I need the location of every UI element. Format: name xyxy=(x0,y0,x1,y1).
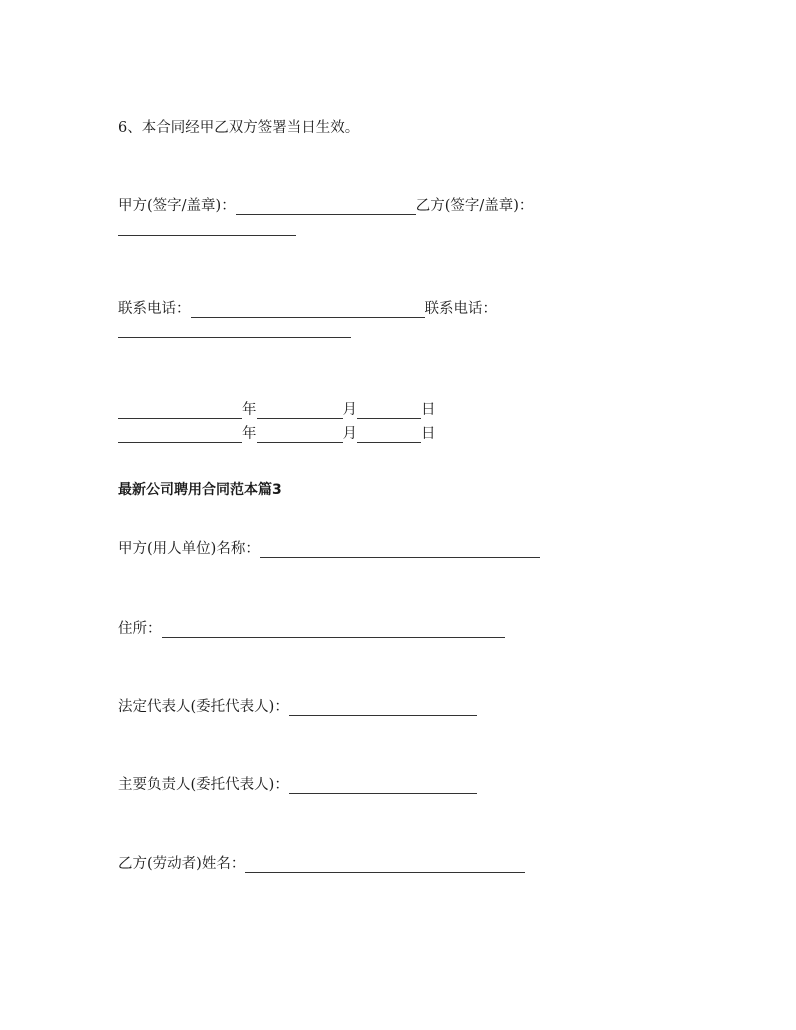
principal-label: 主要负责人(委托代表人)： xyxy=(118,777,289,793)
party-b-signature-label: 乙方(签字/盖章)： xyxy=(415,198,534,214)
year-label: 年 xyxy=(242,402,257,418)
employee-name-line xyxy=(118,855,525,873)
year-label: 年 xyxy=(242,426,257,442)
day-blank xyxy=(357,404,421,419)
section-title: 最新公司聘用合同范本篇3 xyxy=(118,482,282,498)
day-label: 日 xyxy=(421,426,436,442)
month-label: 月 xyxy=(342,402,357,418)
legal-rep-blank xyxy=(289,701,477,716)
employer-name-label: 甲方(用人单位)名称： xyxy=(118,541,260,557)
legal-rep-line xyxy=(118,698,477,716)
principal-line xyxy=(118,776,477,794)
party-b-signature-row xyxy=(118,221,296,241)
signature-line xyxy=(118,197,533,215)
month-blank xyxy=(257,428,343,443)
employee-name-label: 乙方(劳动者)姓名： xyxy=(118,856,246,872)
employee-name-blank xyxy=(245,858,525,873)
employer-name-blank xyxy=(260,543,540,558)
contact-line xyxy=(118,300,497,318)
address-blank xyxy=(162,623,505,638)
day-label: 日 xyxy=(421,402,436,418)
date-line-2 xyxy=(118,425,436,443)
address-line xyxy=(118,620,505,638)
address-label: 住所： xyxy=(118,621,162,637)
legal-rep-label: 法定代表人(委托代表人)： xyxy=(118,699,289,715)
party-b-phone-label: 联系电话： xyxy=(424,301,497,317)
party-a-signature-label: 甲方(签字/盖章)： xyxy=(118,198,236,214)
employer-name-line xyxy=(118,540,540,558)
party-a-signature-blank xyxy=(236,200,416,215)
principal-blank xyxy=(289,779,477,794)
date-line-1 xyxy=(118,401,436,419)
party-b-phone-row xyxy=(118,323,351,343)
month-blank xyxy=(257,404,343,419)
day-blank xyxy=(357,428,421,443)
clause-6-text: 6、本合同经甲乙双方签署当日生效。 xyxy=(118,120,360,136)
party-a-phone-blank xyxy=(191,303,425,318)
party-b-phone-blank xyxy=(118,323,351,338)
party-a-phone-label: 联系电话： xyxy=(118,301,191,317)
month-label: 月 xyxy=(342,426,357,442)
year-blank xyxy=(118,404,242,419)
party-b-signature-blank xyxy=(118,221,296,236)
year-blank xyxy=(118,428,242,443)
